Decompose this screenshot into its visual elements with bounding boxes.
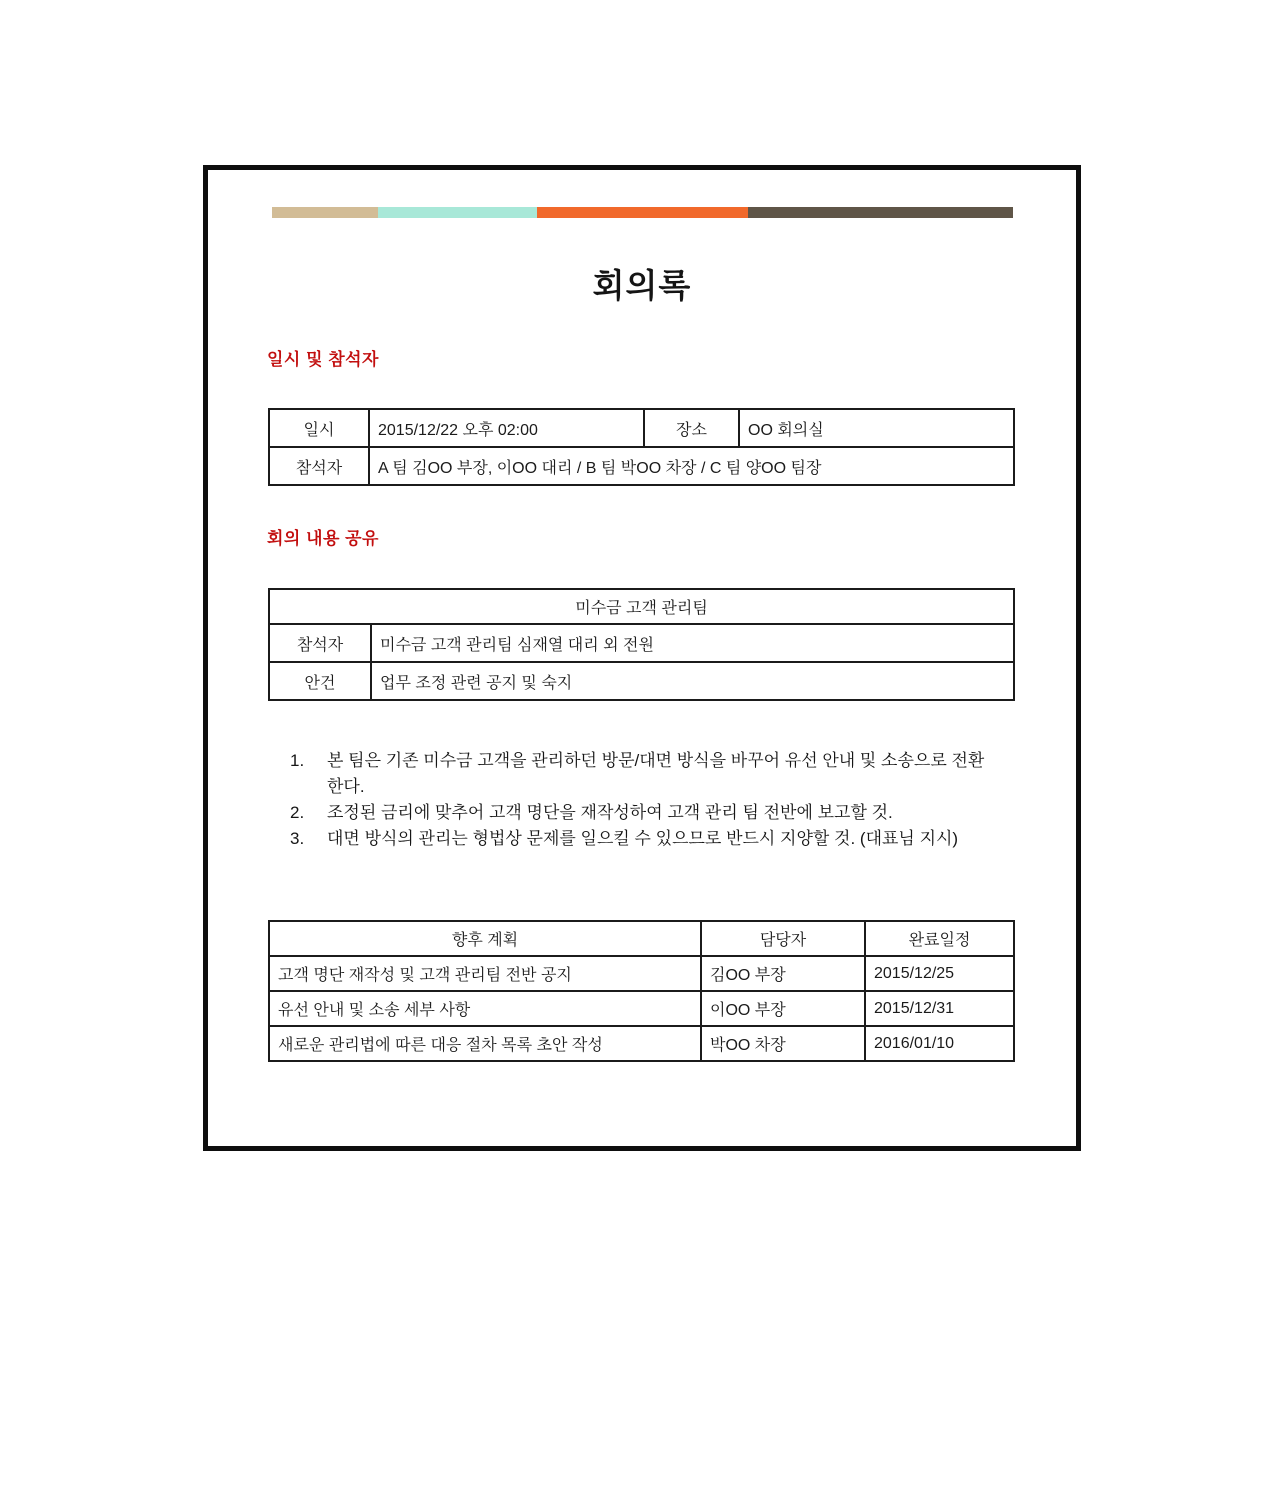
accent-bar <box>272 207 1013 218</box>
team-table-row <box>269 624 1014 662</box>
note-number: 3. <box>290 829 305 848</box>
plan-due-cell: 2015/12/25 <box>865 956 1014 991</box>
note-item <box>290 748 996 800</box>
plan-due-cell: 2016/01/10 <box>865 1026 1014 1061</box>
plan-task-cell: 새로운 관리법에 따른 대응 절차 목록 초안 작성 <box>269 1026 701 1061</box>
meta-row-attendees <box>269 447 1014 485</box>
plan-row <box>269 956 1014 991</box>
document-frame <box>203 165 1081 1151</box>
plan-task-cell: 유선 안내 및 소송 세부 사항 <box>269 991 701 1026</box>
date-value-cell: 2015/12/22 오후 02:00 <box>369 409 644 447</box>
page-title: 회의록 <box>592 267 692 304</box>
team-attendees-label: 참석자 <box>269 624 371 662</box>
place-value-cell: OO 회의실 <box>739 409 1014 447</box>
plan-owner-cell: 박OO 차장 <box>701 1026 865 1061</box>
plan-header-due: 완료일정 <box>865 921 1014 956</box>
team-agenda-label: 안건 <box>269 662 371 700</box>
team-attendees-value: 미수금 고객 관리팀 심재열 대리 외 전원 <box>371 624 1014 662</box>
plan-due-cell: 2015/12/31 <box>865 991 1014 1026</box>
plan-task-cell: 고객 명단 재작성 및 고객 관리팀 전반 공지 <box>269 956 701 991</box>
note-number: 2. <box>290 803 305 822</box>
team-table-title-row <box>269 589 1014 624</box>
note-item <box>290 800 996 826</box>
accent-segment-mint <box>378 207 537 218</box>
note-item <box>290 826 996 852</box>
attendees-value-cell: A 팀 김OO 부장, 이OO 대리 / B 팀 박OO 차장 / C 팀 양OO 팀장 <box>369 447 1014 485</box>
accent-segment-brown <box>748 207 1013 218</box>
plan-row <box>269 1026 1014 1061</box>
accent-segment-orange <box>537 207 748 218</box>
section-heading-attendees: 일시 및 참석자 <box>267 350 379 369</box>
plan-row <box>269 991 1014 1026</box>
notes-list <box>290 748 996 852</box>
note-text: 조정된 금리에 맞추어 고객 명단을 재작성하여 고객 관리 팀 전반에 보고할 것. <box>327 803 893 822</box>
team-table-title: 미수금 고객 관리팀 <box>269 589 1014 624</box>
note-text: 대면 방식의 관리는 형법상 문제를 일으킬 수 있으므로 반드시 지양할 것. (대표님 지시) <box>327 829 959 848</box>
meta-table <box>268 408 1015 486</box>
attendees-label-cell: 참석자 <box>269 447 369 485</box>
date-label-cell: 일시 <box>269 409 369 447</box>
plan-table <box>268 920 1015 1062</box>
plan-header-owner: 담당자 <box>701 921 865 956</box>
place-label-cell: 장소 <box>644 409 739 447</box>
section-heading-share: 회의 내용 공유 <box>267 529 379 548</box>
note-text: 본 팀은 기존 미수금 고객을 관리하던 방문/대면 방식을 바꾸어 유선 안내 및 소송으로 전환한다. <box>327 751 985 796</box>
team-table-row <box>269 662 1014 700</box>
team-agenda-value: 업무 조정 관련 공지 및 숙지 <box>371 662 1014 700</box>
meta-row-date-place <box>269 409 1014 447</box>
plan-header-task: 향후 계획 <box>269 921 701 956</box>
plan-header-row <box>269 921 1014 956</box>
plan-owner-cell: 이OO 부장 <box>701 991 865 1026</box>
note-number: 1. <box>290 751 305 770</box>
plan-owner-cell: 김OO 부장 <box>701 956 865 991</box>
accent-segment-tan <box>272 207 378 218</box>
team-table <box>268 588 1015 701</box>
